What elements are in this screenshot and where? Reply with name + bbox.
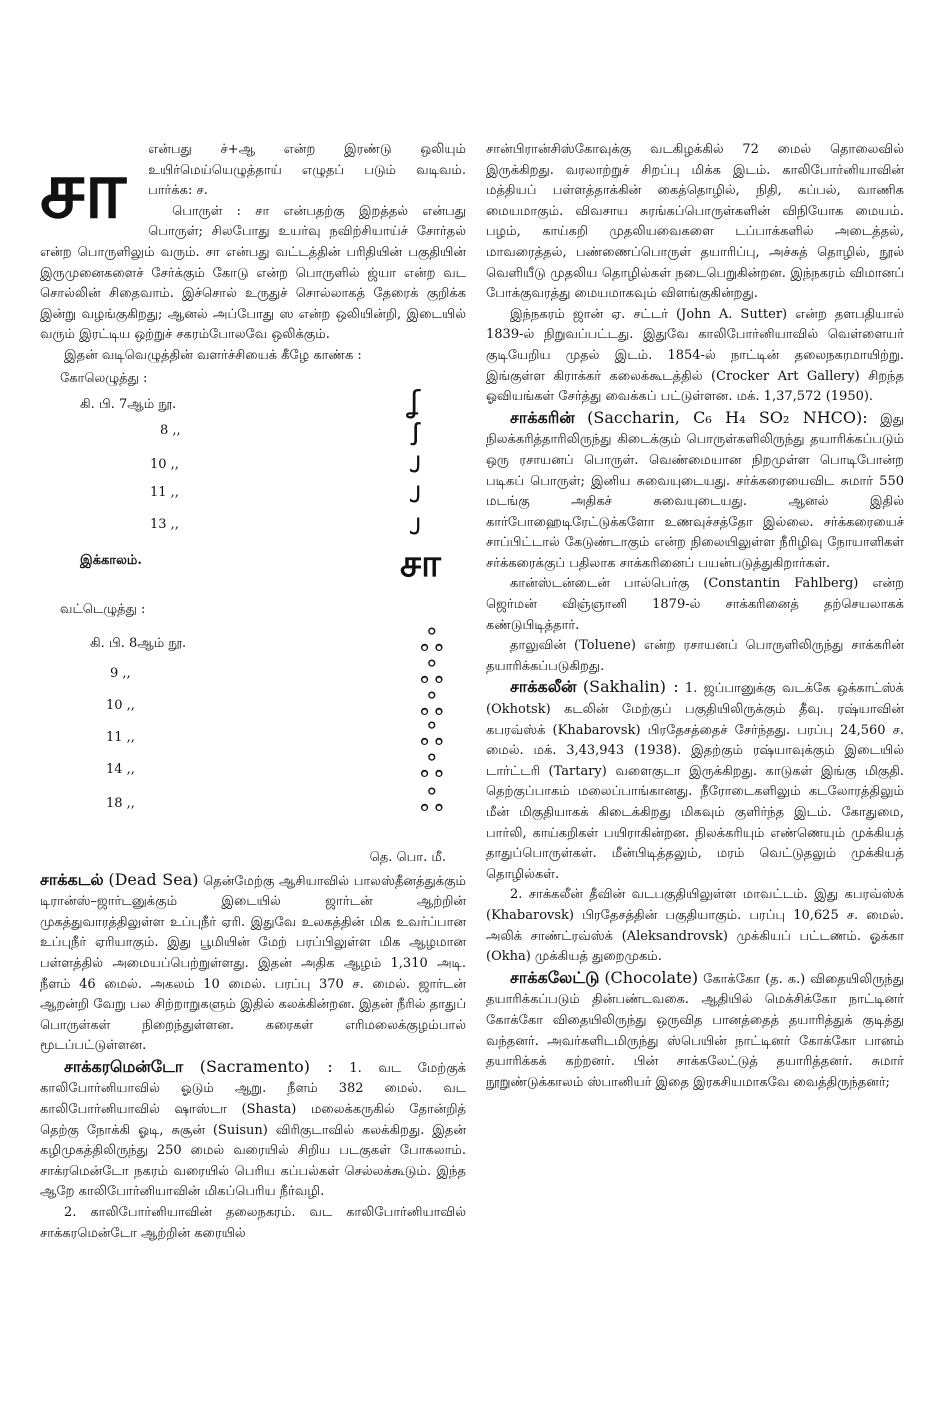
vat-label: 10 ,,	[106, 697, 135, 713]
entry-text: இது நிலக்கரித்தாரிலிருந்து கிடைக்கும் பொருள்களிலிருந்து தயாரிக்கப்படும் ஒரு ரசாயனப் பொருள். வெண்மையான நிறமுள்ள பொடிபோன்ற படிகப் பொருள்; இனிய சுவையுடையது. சர்க்கரையைவிட சுமார் 550 மடங்கு அதிகச் சுவையுடையது. ஆனல் இதில் கார்போஹைடிரேட்டுக்களோ உணவுச்சத்தோ இல்லை. சர்க்கரையைச் சாப்பிட்டால் கேடுண்டாகும் என்ற நிலையிலுள்ள நீரிழிவு நோயாளிகள் சர்க்கரைக்குப் பதிலாக சாக்கரினைப் பயன்படுத்துகிறார்கள்.	[486, 411, 904, 571]
headword: சாக்கடல்	[40, 869, 104, 889]
kol-label: கி. பி. 7ஆம் நூ.	[80, 396, 177, 412]
evolution-intro: இதன் வடிவெழுத்தின் வளர்ச்சியைக் கீழே காண்க :	[64, 347, 362, 363]
vat-label: 9 ,,	[110, 665, 131, 681]
letter-glyph: ꭍ	[410, 417, 421, 453]
headword-english: (Chocolate)	[604, 967, 699, 987]
entry-paragraph: இந்நகரம் ஜான் ஏ. சட்டர் (John A. Sutter) என்ற தளபதியால் 1839-ல் நிறுவப்பட்டது. இதுவே காலிபோர்னியாவில் வெள்ளையர் குடியேறிய முதல் இடம். 1854-ல் நாட்டின் தலைநகரமாயிற்று. இங்குள்ள கிராக்கர் கலைக்கூடத்தில் (Crocker Art Gallery) சிறந்த ஓவியங்கள் சேர்த்து வைக்கப் பட்டுள்ளன. மக். 1,37,572 (1950).	[486, 306, 904, 405]
kol-label: இக்காலம்.	[80, 552, 142, 568]
vat-label: 18 ,,	[106, 795, 135, 811]
headword: சாக்கரின்	[510, 407, 575, 427]
headword-english: (Sacramento) :	[199, 1056, 333, 1076]
vat-label: 11 ,,	[106, 729, 135, 745]
kol-label: 11 ,,	[150, 484, 179, 500]
letter-glyph: ᴊ	[410, 444, 422, 480]
letter-glyph: ஃ	[420, 623, 444, 659]
vat-evolution	[40, 602, 466, 842]
letter-glyph: ᴊ	[410, 506, 422, 542]
headword: சாக்கலீன்	[510, 677, 577, 697]
author-signature: தெ. பொ. மீ.	[369, 849, 446, 865]
entry-sakhalin	[486, 677, 904, 885]
vat-label: கி. பி. 8ஆம் நூ.	[90, 635, 187, 651]
headword-english: (Saccharin, C₆ H₄ SO₂ NHCO):	[587, 407, 868, 427]
big-letter: சா	[40, 143, 127, 236]
letter-glyph: ஃ	[420, 749, 444, 785]
entry-text: கோக்கோ (த. க.) விதையிலிருந்து தயாரிக்கப்படும் தின்பண்டவகை. ஆதியில் மெக்சிக்கோ நாட்டினர் கோக்கோ விதையிலிருந்து ஒருவித பானத்தைத் தயாரித்துக் குடித்து வந்தனர். அவர்களிடமிருந்து ஸ்பெயின் நாட்டினர் கோக்கோ பானம் தயாரிக்கக் கற்றனர். பின் சாக்கலேட்டுத் தயாரித்தனர். சுமார் நூறுண்டுக்காலம் ஸ்பானியர் இதை இரகசியமாகவே வைத்திருந்தனர்;	[486, 971, 904, 1090]
entry-text: 1. ஜப்பானுக்கு வடக்கே ஒக்காட்ஸ்க் (Okhotsk) கடலின் மேற்குப் பகுதியிலிருக்கும் தீவு. ரஷ்யாவின் கபரவ்ஸ்க் (Khabarovsk) பிரதேசத்தைச் சேர்ந்தது. பரப்பு 24,560 ச. மைல். மக். 3,43,943 (1938). இதற்கும் ரஷ்யாவுக்கும் இடையில் டார்ட்டரி (Tartary) வளைகுடா இருக்கிறது. காடுகள் இங்கு மிகுதி. தெற்குப்பாகம் மலைப்பாங்கானது. நீரோடைகளிலும் கடலோரத்திலும் மீன் மிகுதியாகக் கிடைக்கிறது மிகவும் குளிர்ந்த இடம். கோதுமை, பார்லி, காய்கறிகள் பயிராகின்றன. நிலக்கரியும் எண்ணெயும் முக்கியத் தாதுப்பொருள்கள். மீன்பிடித்தலும், மரம் வெட்டுதலும் முக்கியத் தொழில்கள்.	[486, 681, 904, 882]
entry-paragraph: தாலுவின் (Toluene) என்ற ரசாயனப் பொருளிலிருந்து சாக்கரின் தயாரிக்கப்படுகிறது.	[486, 638, 904, 674]
kol-label: 8 ,,	[160, 422, 181, 438]
letter-glyph: ʆ	[410, 384, 421, 420]
kol-label: 10 ,,	[150, 456, 179, 472]
entry-sacramento	[40, 1057, 466, 1203]
entry-paragraph: சான்பிரான்சிஸ்கோவுக்கு வடகிழக்கில் 72 மைல் தொலைவில் இருக்கிறது. வரலாற்றுச் சிறப்பு மிக்க இடம். காலிபோர்னியாவின் மத்தியப் பள்ளத்தாக்கின் கைத்தொழில், நிதி, கப்பல், வாணிக மையமாகும். விவசாய சுரங்கப்பொருள்களின் விநியோக மையம். பழம், காய்கறி முதலியவைகளை டப்பாக்களில் அடைத்தல், மாவரைத்தல், பண்ணைப்பொருள் தயாரிப்பு, அச்சுத் தொழில், நூல் வெளியீடு முதலிய தொழில்கள் நடைபெறுகின்றன. இந்நகரம் விமானப் போக்குவரத்து மையமாகவும் விளங்குகின்றது.	[486, 142, 904, 302]
vat-label: 14 ,,	[106, 761, 135, 777]
headword: சாக்கரமென்டோ	[64, 1056, 184, 1076]
letter-glyph: ᴊ	[410, 474, 422, 510]
intro-text: என்பது ச்+ஆ என்ற இரண்டு ஒலியும் உயிர்மெய்யெழுத்தாய் எழுதப் படும் வடிவம். பார்க்க: ச.	[148, 142, 466, 199]
kol-label: 13 ,,	[150, 516, 179, 532]
kol-evolution	[40, 367, 466, 602]
vat-title: வட்டெழுத்து :	[60, 601, 146, 617]
headword-english: (Dead Sea)	[108, 869, 199, 889]
left-column	[40, 140, 466, 1244]
kol-title: கோலெழுத்து :	[60, 370, 148, 386]
letter-glyph: சா	[400, 540, 441, 585]
entry-chocolate	[486, 968, 904, 1094]
headword-english: (Sakhalin) :	[582, 677, 679, 697]
letter-glyph: ஃ	[420, 655, 444, 691]
entry-paragraph: 2. சாக்கலீன் தீவின் வடபகுதியிலுள்ள மாவட்டம். இது கபரவ்ஸ்க் (Khabarovsk) பிரதேசத்தின் பகுதியாகும். பரப்பு 10,625 ச. மைல். அலிக் சாண்ட்ரவ்ஸ்க் (Aleksandrovsk) முக்கியப் பட்டணம். ஓக்கா (Okha) முக்கியத் துறைமுகம்.	[486, 887, 904, 965]
entry-text: 1. வட மேற்குக் காலிபோர்னியாவில் ஓடும் ஆறு. நீளம் 382 மைல். வட காலிபோர்னியாவில் ஷாஸ்டா (Shasta) மலைக்கருகில் தோன்றித் தெற்கு நோக்கி ஓடி, சுசூன் (Suisun) விரிகுடாவில் கலக்கிறது. இதன் கழிமுகத்திலிருந்து 250 மைல் வரையில் சிறிய படகுகள் போகலாம். சாக்ரமென்டோ நகரம் வரையில் பெரிய கப்பல்கள் செல்லக்கூடும். இந்த ஆறே காலிபோர்னியாவின் மிகப்பெரிய நீர்வழி.	[40, 1060, 466, 1200]
entry-dead-sea	[40, 870, 466, 1057]
right-column	[486, 140, 904, 1093]
entry-paragraph: கான்ஸ்டன்டைன் பால்பெர்கு (Constantin Fahlberg) என்ற ஜெர்மன் விஞ்ஞானி 1879-ல் சாக்கரினைத் தற்செயலாகக் கண்டுபிடித்தார்.	[486, 576, 904, 633]
headword: சாக்கலேட்டு	[510, 967, 600, 987]
letter-glyph: ஃ	[420, 783, 444, 819]
letter-glyph: ஃ	[420, 717, 444, 753]
entry-text: தென்மேற்கு ஆசியாவில் பாலஸ்தீனத்துக்கும் டிரான்ஸ்–ஜார்டனுக்கும் இடையில் ஜார்டன் ஆற்றின் முகத்துவாரத்திலுள்ள உப்புநீர் ஏரி. இதுவே உலகத்தின் மிக உவர்ப்பான உப்புநீர் ஏரியாகும். இது பூமியின் மேற் பரப்பிலுள்ள மிக ஆழமான பள்ளத்தில் அமையப்பெற்றுள்ளது. இதன் அதிக ஆழம் 1,310 அடி. நீளம் 46 மைல். அகலம் 10 மைல். பரப்பு 370 ச. மைல். ஜார்டன் ஆறன்றி வேறு பல சிற்றாறுகளும் இதில் கலக்கின்றன. இதன் நீரில் தாதுப் பொருள்கள் நிறைந்துள்ளன. கரைகள் எரிமலைக்குழம்பால் மூடப்பட்டுள்ளன.	[40, 873, 467, 1054]
meaning-paragraph: பொருள் : சா என்பதற்கு இறத்தல் என்பது பொருள்; சிலபோது உயர்வு நவிற்சியாய்ச் சோர்தல் என்ற பொருளிலும் வரும். சா என்பது வட்டத்தின் பரிதியின் பகுதியின் இருமுனைகளைச் சேர்க்கும் கோடு என்ற பொருளில் ஜ்யா என்ற வட சொல்லின் சிதைவாம். இச்சொல் உருதுச் சொல்லாகத் தேரைக் குறிக்க இன்று வழங்குகிறது; ஆனல் அப்போது ஸ என்ற ஒலியின்றி, இடையில் வரும் இரட்டிய ஒற்றுச் சகரம்போலவே ஒலிக்கும்.	[40, 203, 466, 343]
entry-paragraph: 2. காலிபோர்னியாவின் தலைநகரம். வட காலிபோர்னியாவில் சாக்கரமென்டோ ஆற்றின் கரையில்	[40, 1205, 466, 1241]
letter-glyph: ஃ	[420, 687, 444, 723]
entry-saccharin	[486, 408, 904, 575]
